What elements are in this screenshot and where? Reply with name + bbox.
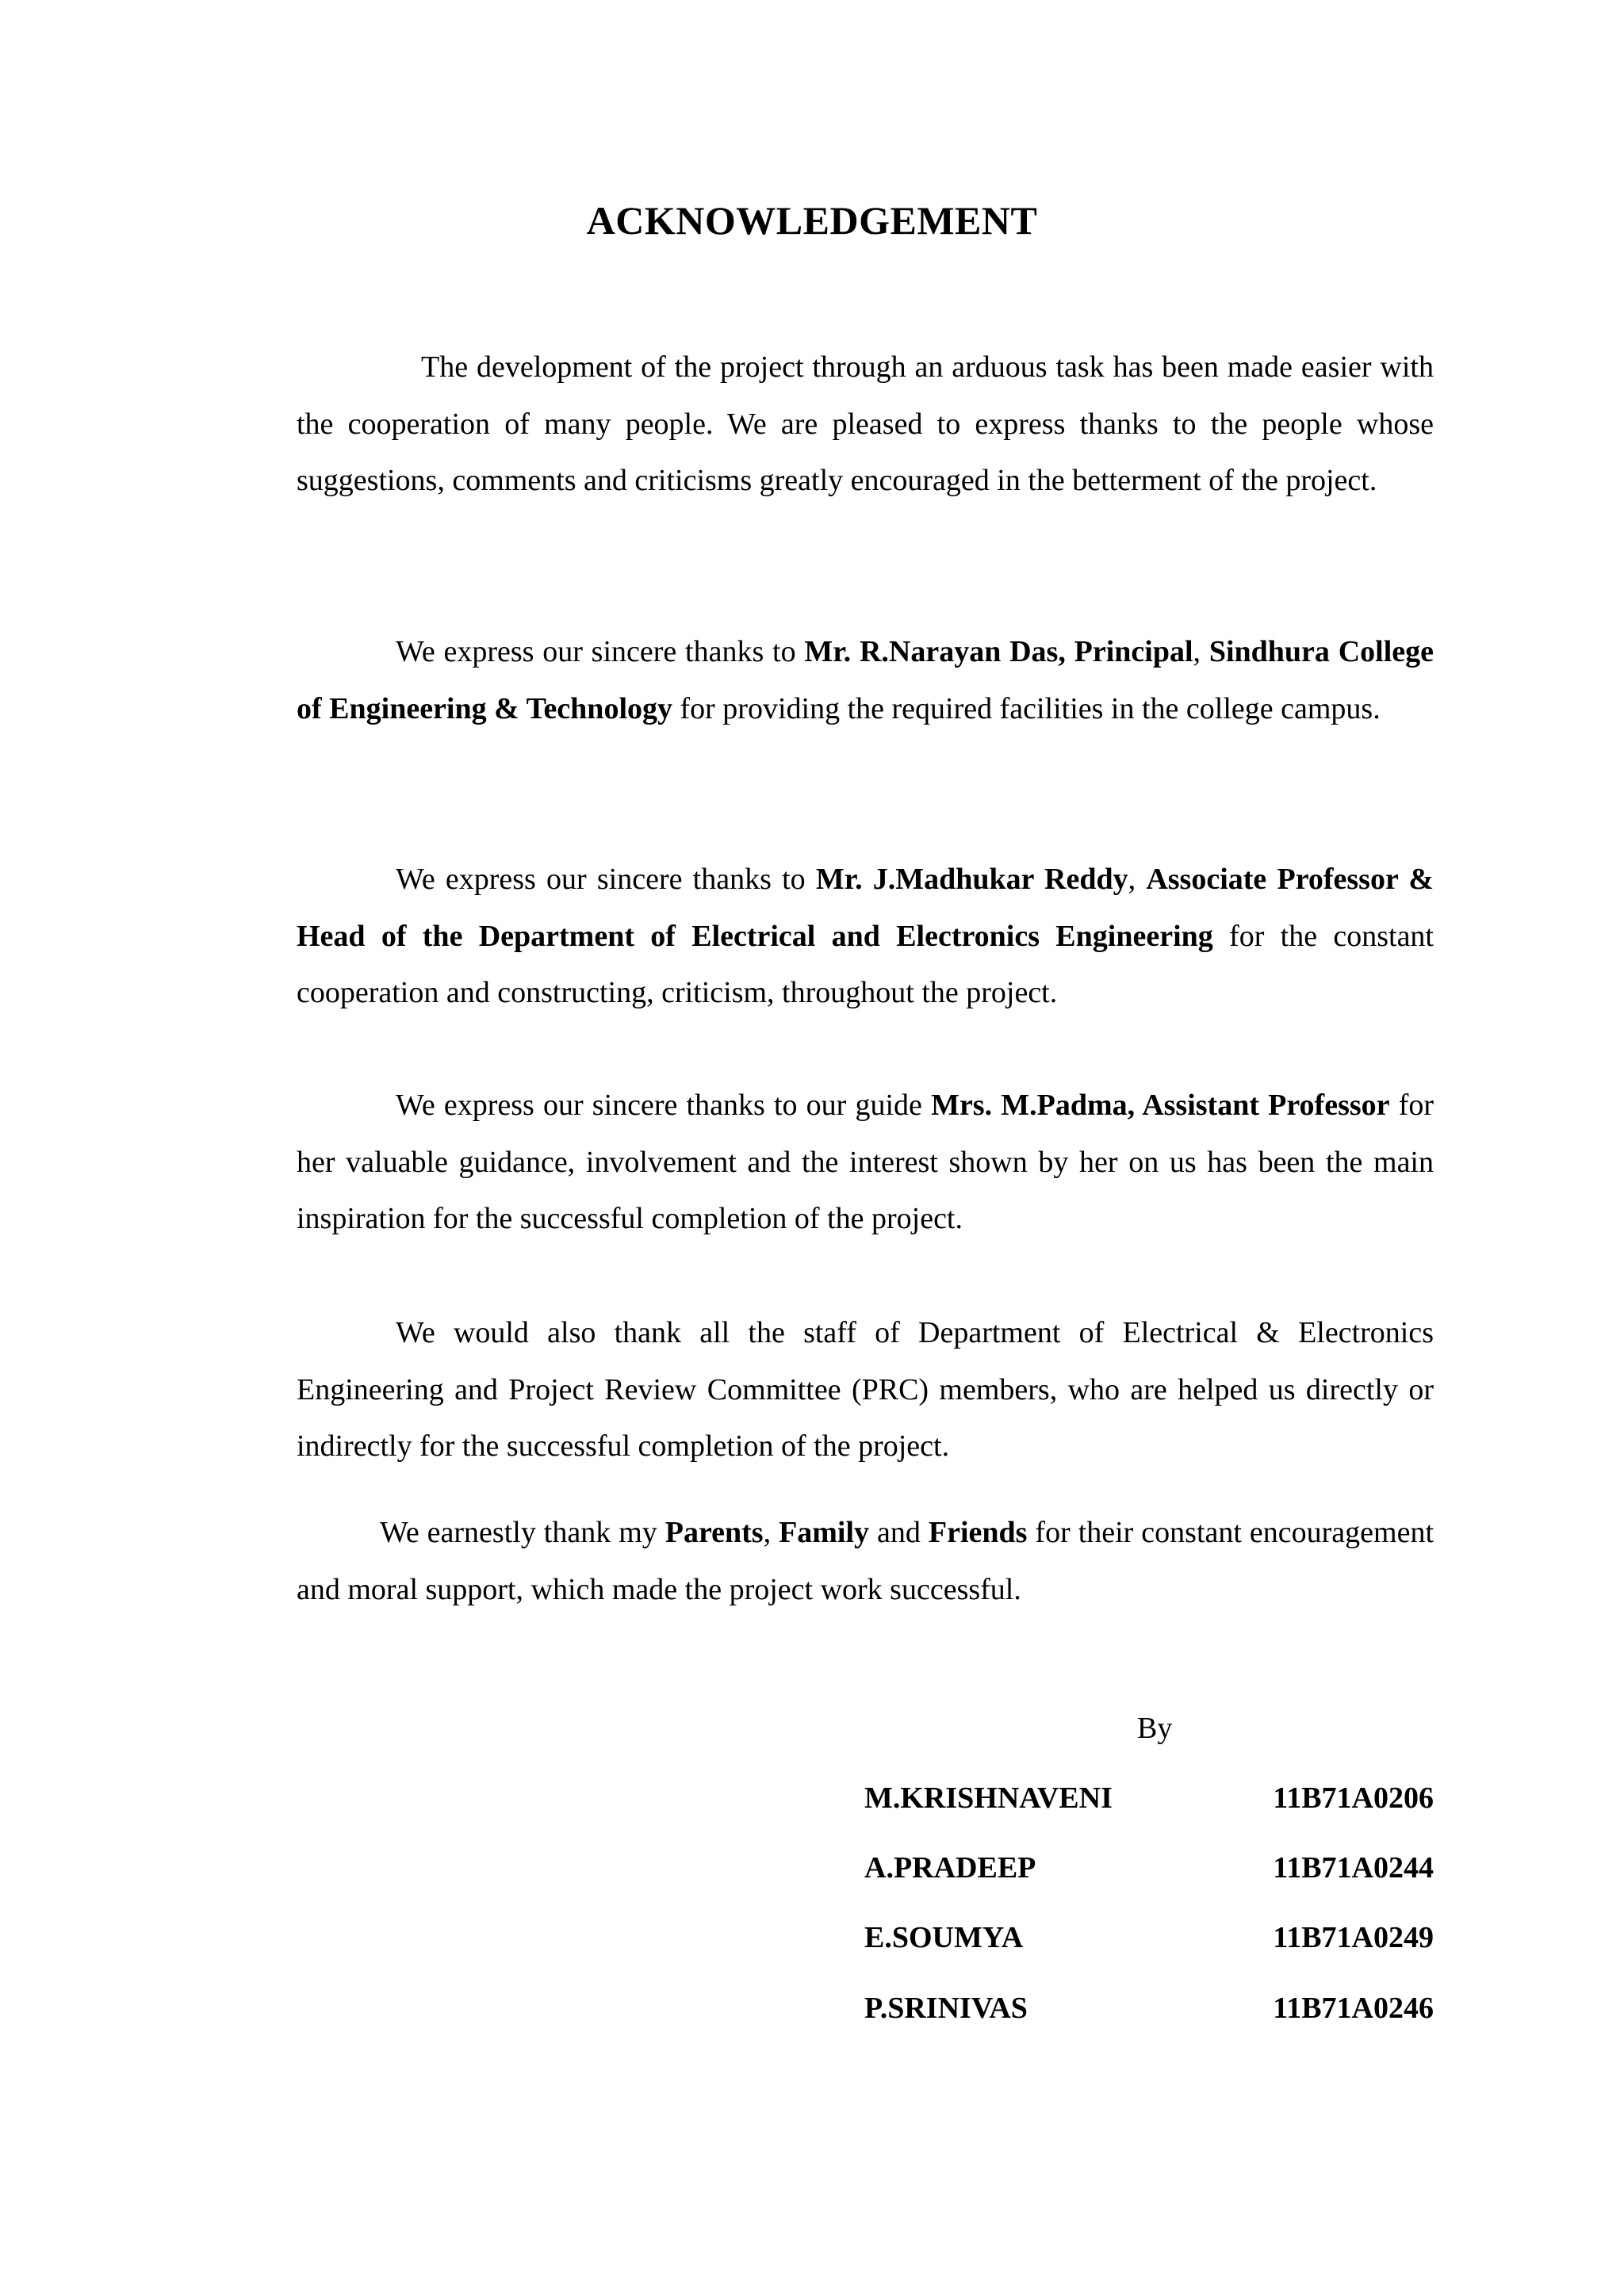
- team-member-row: [864, 1774, 1434, 1822]
- paragraph-family-thanks: [297, 1505, 1434, 1618]
- paragraph-text: We express our sincere thanks to: [396, 635, 805, 668]
- member-name: M.KRISHNAVENI: [864, 1781, 1113, 1815]
- member-roll-number: 11B71A0249: [1273, 1921, 1434, 1954]
- hod-designation: Associate Professor & Head of the Department of Electrical and Electronics Engineering: [297, 863, 1434, 953]
- member-roll-number: 11B71A0246: [1273, 1992, 1434, 2025]
- family-label: Family: [779, 1516, 870, 1549]
- paragraph-text: ,: [1128, 863, 1147, 896]
- team-member-row: [864, 1914, 1434, 1961]
- paragraph-text: for her valuable guidance, involvement and the interest shown by her on us has been the main inspiration for the successful completion of the project.: [297, 1089, 1434, 1235]
- paragraph-intro: [297, 339, 1434, 510]
- friends-label: Friends: [928, 1516, 1028, 1549]
- paragraph-hod-thanks: [297, 851, 1434, 1022]
- guide-name: Mrs. M.Padma, Assistant Professor: [931, 1089, 1390, 1122]
- paragraph-text: for their constant encouragement and moral support, which made the project work successful.: [297, 1516, 1434, 1606]
- parents-label: Parents: [665, 1516, 764, 1549]
- team-member-row: [864, 1984, 1434, 2032]
- paragraph-text: The development of the project through an arduous task has been made easier with the cooperation of many people. We are pleased to express thanks to the people whose suggestions, comments and criticisms greatly encouraged in the betterment of the project.: [297, 350, 1434, 497]
- paragraph-text: We express our sincere thanks to: [396, 863, 816, 896]
- paragraph-text: ,: [1193, 635, 1209, 668]
- paragraph-text: We earnestly thank my: [380, 1516, 665, 1549]
- member-name: A.PRADEEP: [864, 1851, 1036, 1885]
- paragraph-text: We would also thank all the staff of Department of Electrical & Electronics Engineering and Project Review Committee (PRC) members, who are helped us directly or indirectly for the successful completion of the project.: [297, 1316, 1434, 1463]
- principal-name: Mr. R.Narayan Das, Principal: [804, 635, 1193, 668]
- member-roll-number: 11B71A0244: [1273, 1851, 1434, 1885]
- paragraph-text: We express our sincere thanks to our guide: [396, 1089, 932, 1122]
- college-name: Sindhura College of Engineering & Technology: [297, 635, 1434, 725]
- hod-name: Mr. J.Madhukar Reddy: [815, 863, 1128, 896]
- member-name: E.SOUMYA: [864, 1921, 1024, 1954]
- member-roll-number: 11B71A0206: [1273, 1781, 1434, 1815]
- paragraph-text: ,: [763, 1516, 779, 1549]
- member-name: P.SRINIVAS: [864, 1992, 1028, 2025]
- paragraph-guide-thanks: [297, 1077, 1434, 1248]
- paragraph-staff-thanks: [297, 1305, 1434, 1475]
- paragraph-text: for providing the required facilities in the college campus.: [672, 691, 1381, 725]
- by-label: By: [1137, 1712, 1173, 1745]
- team-member-row: [864, 1844, 1434, 1892]
- page-title: ACKNOWLEDGEMENT: [586, 198, 1038, 243]
- paragraph-principal-thanks: [297, 624, 1434, 737]
- paragraph-text: for the constant cooperation and constructing, criticism, throughout the project.: [297, 919, 1434, 1009]
- paragraph-text: and: [869, 1516, 929, 1549]
